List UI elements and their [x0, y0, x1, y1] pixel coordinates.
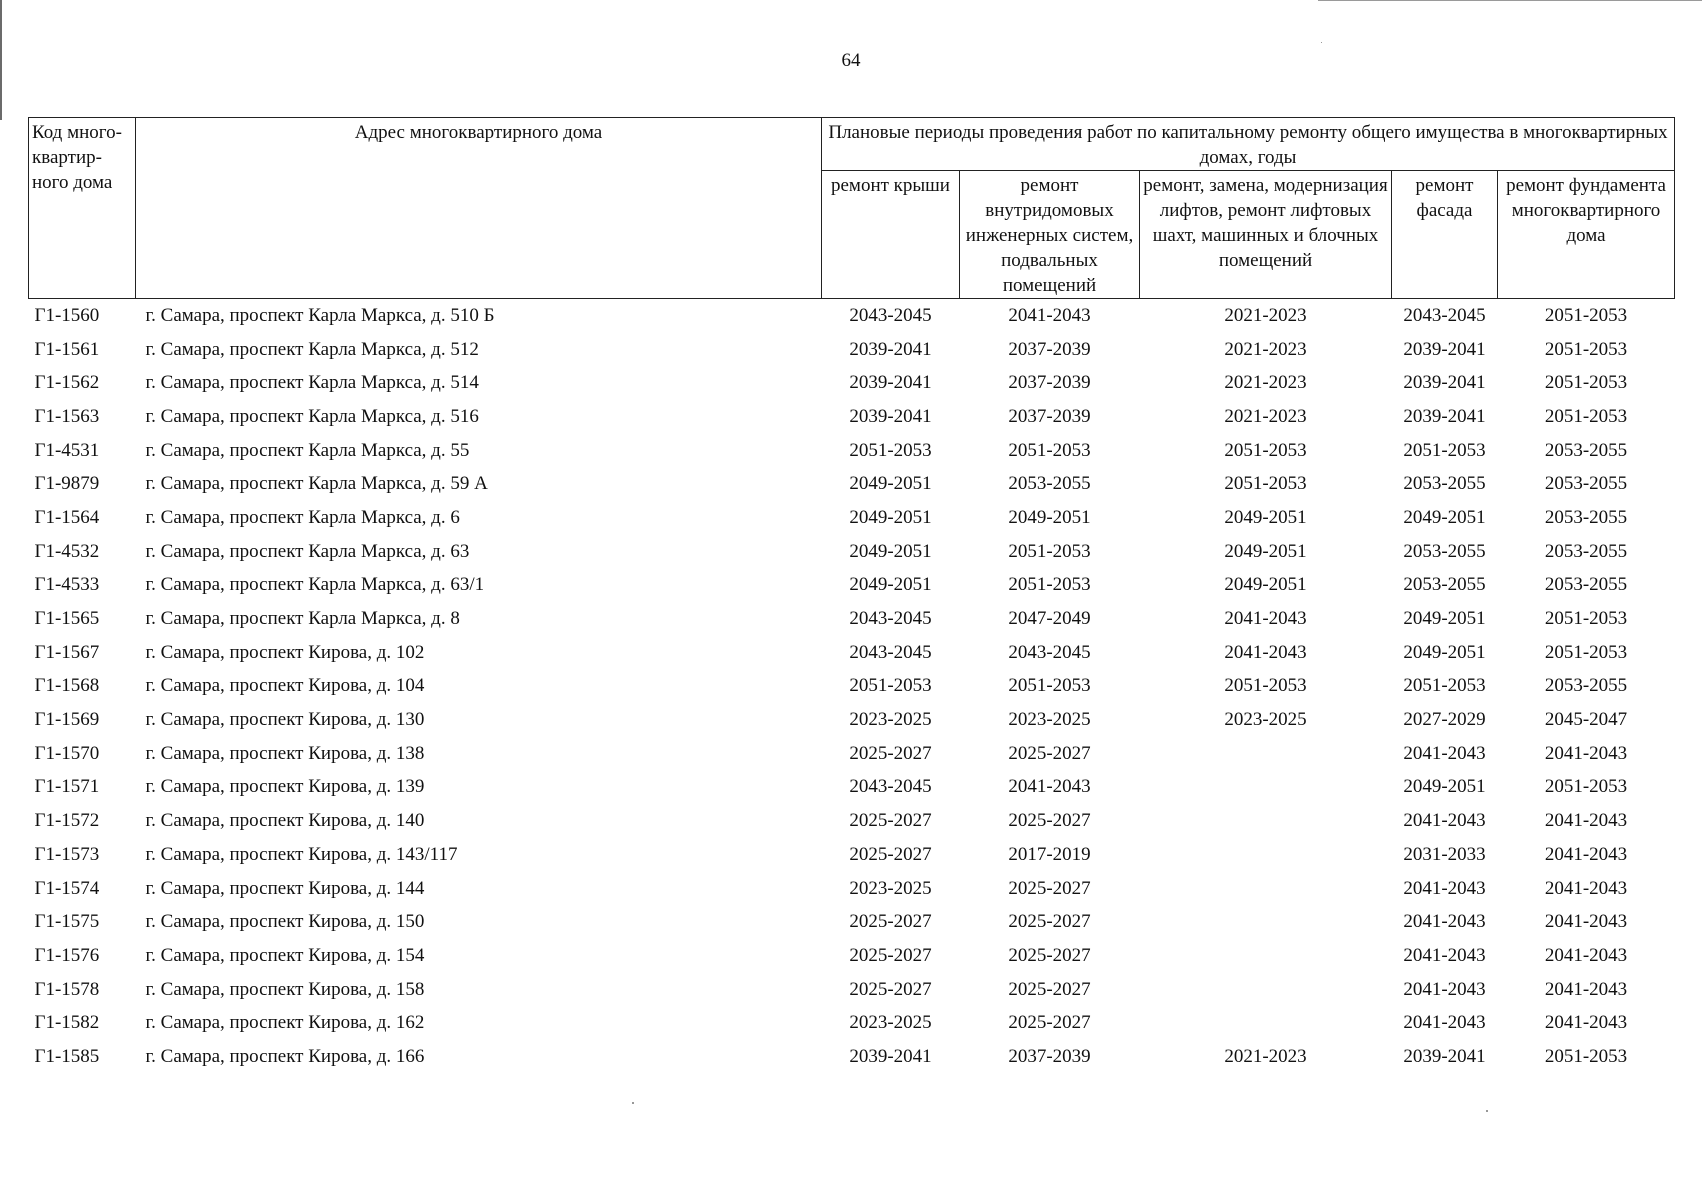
cell-address: г. Самара, проспект Кирова, д. 166 [145, 1045, 425, 1067]
cell-address: г. Самара, проспект Карла Маркса, д. 8 [145, 608, 460, 630]
cell-elevators [1140, 838, 1392, 872]
cell-facade: 2043-2045 [1403, 304, 1486, 326]
cell-code: Г1-1582 [34, 1012, 100, 1034]
scan-speck [632, 1102, 634, 1104]
cell-elevators: 2021-2023 [1224, 1045, 1307, 1067]
table-row [29, 838, 1675, 872]
cell-foundation: 2051-2053 [1544, 304, 1628, 326]
cell-engineering: 2041-2043 [1008, 776, 1091, 798]
cell-engineering: 2025-2027 [1008, 911, 1091, 933]
cell-foundation: 2053-2055 [1544, 506, 1628, 528]
cell-address: г. Самара, проспект Карла Маркса, д. 63/1 [145, 574, 485, 596]
cell-code: Г1-1567 [34, 641, 100, 663]
cell-foundation: 2041-2043 [1544, 810, 1628, 832]
header-periods-group: Плановые периоды проведения работ по капитальному ремонту общего имущества в многоквартирных домах, годы [822, 118, 1675, 171]
cell-code: Г1-1571 [34, 776, 100, 798]
cell-code: Г1-1574 [34, 877, 100, 899]
cell-facade: 2027-2029 [1403, 709, 1486, 731]
cell-code: Г1-1575 [34, 911, 100, 933]
cell-elevators: 2041-2043 [1224, 608, 1307, 630]
cell-address: г. Самара, проспект Карла Маркса, д. 55 [145, 439, 470, 461]
cell-address: г. Самара, проспект Кирова, д. 162 [145, 1012, 425, 1034]
cell-engineering: 2037-2039 [1008, 372, 1091, 394]
cell-roof: 2039-2041 [849, 338, 932, 360]
cell-code: Г1-1565 [34, 608, 100, 630]
cell-elevators [1140, 1006, 1392, 1040]
table-row [29, 905, 1675, 939]
cell-elevators: 2021-2023 [1224, 338, 1307, 360]
cell-address: г. Самара, проспект Карла Маркса, д. 6 [145, 506, 460, 528]
cell-engineering: 2051-2053 [1008, 675, 1091, 697]
cell-address: г. Самара, проспект Кирова, д. 158 [145, 978, 425, 1000]
cell-elevators: 2021-2023 [1224, 372, 1307, 394]
cell-roof: 2043-2045 [849, 776, 932, 798]
table-header [29, 118, 1675, 299]
cell-engineering: 2053-2055 [1008, 473, 1091, 495]
cell-facade: 2039-2041 [1403, 372, 1486, 394]
cell-elevators: 2021-2023 [1224, 405, 1307, 427]
scan-speck [1321, 42, 1322, 43]
cell-engineering: 2023-2025 [1008, 709, 1091, 731]
cell-roof: 2025-2027 [849, 810, 932, 832]
cell-engineering: 2041-2043 [1008, 304, 1091, 326]
cell-address: г. Самара, проспект Кирова, д. 140 [145, 810, 425, 832]
cell-roof: 2023-2025 [849, 1012, 932, 1034]
cell-roof: 2049-2051 [849, 540, 932, 562]
table-row [29, 299, 1675, 333]
cell-code: Г1-1569 [34, 709, 100, 731]
cell-elevators: 2021-2023 [1224, 304, 1307, 326]
header-engineering: ремонт внутридомовых инженерных систем, подвальных помещений [960, 171, 1140, 299]
cell-roof: 2039-2041 [849, 405, 932, 427]
table-row [29, 535, 1675, 569]
cell-address: г. Самара, проспект Кирова, д. 144 [145, 877, 425, 899]
cell-roof: 2049-2051 [849, 574, 932, 596]
cell-facade: 2051-2053 [1403, 675, 1486, 697]
cell-elevators: 2049-2051 [1224, 506, 1307, 528]
table-row [29, 467, 1675, 501]
header-address: Адрес многоквартирного дома [136, 118, 822, 299]
cell-code: Г1-1572 [34, 810, 100, 832]
cell-elevators [1140, 771, 1392, 805]
cell-address: г. Самара, проспект Кирова, д. 104 [145, 675, 425, 697]
cell-roof: 2025-2027 [849, 843, 932, 865]
cell-code: Г1-1561 [34, 338, 100, 360]
header-code: Код много-квартир-ного дома [29, 118, 136, 299]
cell-code: Г1-1562 [34, 372, 100, 394]
cell-address: г. Самара, проспект Карла Маркса, д. 63 [145, 540, 470, 562]
cell-code: Г1-1564 [34, 506, 100, 528]
cell-facade: 2041-2043 [1403, 877, 1486, 899]
table-body [29, 299, 1675, 1074]
cell-code: Г1-1570 [34, 742, 100, 764]
cell-roof: 2025-2027 [849, 742, 932, 764]
cell-code: Г1-4532 [34, 540, 100, 562]
cell-roof: 2025-2027 [849, 911, 932, 933]
cell-elevators [1140, 737, 1392, 771]
cell-roof: 2039-2041 [849, 1045, 932, 1067]
cell-elevators: 2049-2051 [1224, 540, 1307, 562]
cell-engineering: 2025-2027 [1008, 810, 1091, 832]
header-foundation: ремонт фундамента многоквартирного дома [1498, 171, 1675, 299]
cell-code: Г1-1578 [34, 978, 100, 1000]
cell-foundation: 2041-2043 [1544, 877, 1628, 899]
cell-elevators: 2049-2051 [1224, 574, 1307, 596]
cell-foundation: 2041-2043 [1544, 742, 1628, 764]
cell-foundation: 2053-2055 [1544, 473, 1628, 495]
cell-roof: 2025-2027 [849, 978, 932, 1000]
table-row [29, 1006, 1675, 1040]
cell-foundation: 2053-2055 [1544, 675, 1628, 697]
cell-roof: 2051-2053 [849, 675, 932, 697]
cell-code: Г1-1563 [34, 405, 100, 427]
cell-address: г. Самара, проспект Кирова, д. 154 [145, 944, 425, 966]
cell-facade: 2049-2051 [1403, 641, 1486, 663]
cell-address: г. Самара, проспект Карла Маркса, д. 512 [145, 338, 479, 360]
cell-engineering: 2043-2045 [1008, 641, 1091, 663]
cell-facade: 2053-2055 [1403, 574, 1486, 596]
table-row [29, 670, 1675, 704]
cell-engineering: 2051-2053 [1008, 540, 1091, 562]
cell-code: Г1-1568 [34, 675, 100, 697]
table-row [29, 602, 1675, 636]
cell-facade: 2051-2053 [1403, 439, 1486, 461]
table-row [29, 400, 1675, 434]
cell-foundation: 2051-2053 [1544, 405, 1628, 427]
cell-facade: 2053-2055 [1403, 473, 1486, 495]
table-row [29, 973, 1675, 1007]
cell-engineering: 2051-2053 [1008, 574, 1091, 596]
cell-facade: 2049-2051 [1403, 506, 1486, 528]
cell-foundation: 2041-2043 [1544, 944, 1628, 966]
cell-roof: 2023-2025 [849, 709, 932, 731]
cell-facade: 2041-2043 [1403, 1012, 1486, 1034]
cell-roof: 2043-2045 [849, 304, 932, 326]
cell-elevators: 2051-2053 [1224, 473, 1307, 495]
cell-code: Г1-4533 [34, 574, 100, 596]
cell-roof: 2023-2025 [849, 877, 932, 899]
cell-address: г. Самара, проспект Карла Маркса, д. 59 А [145, 473, 488, 495]
cell-code: Г1-9879 [34, 473, 100, 495]
header-roof: ремонт крыши [822, 171, 960, 299]
cell-engineering: 2025-2027 [1008, 877, 1091, 899]
cell-foundation: 2051-2053 [1544, 776, 1628, 798]
cell-foundation: 2051-2053 [1544, 641, 1628, 663]
header-facade: ремонт фасада [1392, 171, 1498, 299]
cell-elevators [1140, 872, 1392, 906]
cell-engineering: 2025-2027 [1008, 742, 1091, 764]
cell-address: г. Самара, проспект Карла Маркса, д. 510 Б [145, 304, 495, 326]
cell-foundation: 2045-2047 [1544, 709, 1628, 731]
cell-foundation: 2041-2043 [1544, 978, 1628, 1000]
table-row [29, 366, 1675, 400]
cell-facade: 2039-2041 [1403, 1045, 1486, 1067]
cell-engineering: 2037-2039 [1008, 405, 1091, 427]
table-row [29, 939, 1675, 973]
cell-foundation: 2051-2053 [1544, 608, 1628, 630]
cell-roof: 2039-2041 [849, 372, 932, 394]
cell-code: Г1-4531 [34, 439, 100, 461]
cell-address: г. Самара, проспект Кирова, д. 139 [145, 776, 425, 798]
table-row [29, 804, 1675, 838]
cell-roof: 2049-2051 [849, 506, 932, 528]
table-row [29, 737, 1675, 771]
cell-code: Г1-1573 [34, 843, 100, 865]
cell-facade: 2041-2043 [1403, 742, 1486, 764]
cell-engineering: 2025-2027 [1008, 1012, 1091, 1034]
table-row [29, 501, 1675, 535]
cell-engineering: 2047-2049 [1008, 608, 1091, 630]
cell-address: г. Самара, проспект Кирова, д. 130 [145, 709, 425, 731]
table-row [29, 434, 1675, 468]
cell-engineering: 2025-2027 [1008, 978, 1091, 1000]
table-row [29, 636, 1675, 670]
cell-facade: 2049-2051 [1403, 776, 1486, 798]
scan-speck [1486, 1110, 1488, 1112]
cell-engineering: 2051-2053 [1008, 439, 1091, 461]
cell-facade: 2041-2043 [1403, 978, 1486, 1000]
cell-facade: 2049-2051 [1403, 608, 1486, 630]
cell-code: Г1-1585 [34, 1045, 100, 1067]
capital-repair-table [28, 117, 1675, 1074]
cell-roof: 2043-2045 [849, 641, 932, 663]
cell-address: г. Самара, проспект Кирова, д. 102 [145, 641, 425, 663]
cell-address: г. Самара, проспект Кирова, д. 138 [145, 742, 425, 764]
cell-foundation: 2041-2043 [1544, 911, 1628, 933]
cell-facade: 2031-2033 [1403, 843, 1486, 865]
cell-facade: 2041-2043 [1403, 810, 1486, 832]
table-row [29, 703, 1675, 737]
cell-address: г. Самара, проспект Кирова, д. 150 [145, 911, 425, 933]
page-number: 64 [841, 50, 861, 71]
table-row [29, 333, 1675, 367]
scan-edge-line [1318, 0, 1702, 1]
cell-roof: 2051-2053 [849, 439, 932, 461]
cell-facade: 2041-2043 [1403, 911, 1486, 933]
cell-foundation: 2053-2055 [1544, 574, 1628, 596]
cell-roof: 2025-2027 [849, 944, 932, 966]
cell-foundation: 2051-2053 [1544, 1045, 1628, 1067]
table-row [29, 872, 1675, 906]
cell-engineering: 2037-2039 [1008, 1045, 1091, 1067]
cell-roof: 2049-2051 [849, 473, 932, 495]
cell-engineering: 2025-2027 [1008, 944, 1091, 966]
cell-facade: 2041-2043 [1403, 944, 1486, 966]
cell-elevators [1140, 973, 1392, 1007]
cell-elevators [1140, 905, 1392, 939]
cell-elevators: 2041-2043 [1224, 641, 1307, 663]
header-elevators: ремонт, замена, модернизация лифтов, ремонт лифтовых шахт, машинных и блочных помещений [1140, 171, 1392, 299]
cell-elevators: 2051-2053 [1224, 675, 1307, 697]
cell-code: Г1-1576 [34, 944, 100, 966]
cell-engineering: 2037-2039 [1008, 338, 1091, 360]
table-row [29, 569, 1675, 603]
cell-roof: 2043-2045 [849, 608, 932, 630]
cell-address: г. Самара, проспект Карла Маркса, д. 516 [145, 405, 479, 427]
cell-foundation: 2053-2055 [1544, 540, 1628, 562]
cell-foundation: 2041-2043 [1544, 843, 1628, 865]
cell-code: Г1-1560 [34, 304, 100, 326]
cell-elevators [1140, 804, 1392, 838]
cell-facade: 2053-2055 [1403, 540, 1486, 562]
cell-elevators: 2051-2053 [1224, 439, 1307, 461]
table-row [29, 771, 1675, 805]
cell-facade: 2039-2041 [1403, 338, 1486, 360]
cell-foundation: 2041-2043 [1544, 1012, 1628, 1034]
cell-address: г. Самара, проспект Карла Маркса, д. 514 [145, 372, 479, 394]
cell-elevators: 2023-2025 [1224, 709, 1307, 731]
cell-foundation: 2051-2053 [1544, 372, 1628, 394]
cell-address: г. Самара, проспект Кирова, д. 143/117 [145, 843, 458, 865]
cell-engineering: 2049-2051 [1008, 506, 1091, 528]
cell-foundation: 2053-2055 [1544, 439, 1628, 461]
cell-elevators [1140, 939, 1392, 973]
table-row [29, 1040, 1675, 1074]
cell-foundation: 2051-2053 [1544, 338, 1628, 360]
cell-facade: 2039-2041 [1403, 405, 1486, 427]
cell-engineering: 2017-2019 [1008, 843, 1091, 865]
